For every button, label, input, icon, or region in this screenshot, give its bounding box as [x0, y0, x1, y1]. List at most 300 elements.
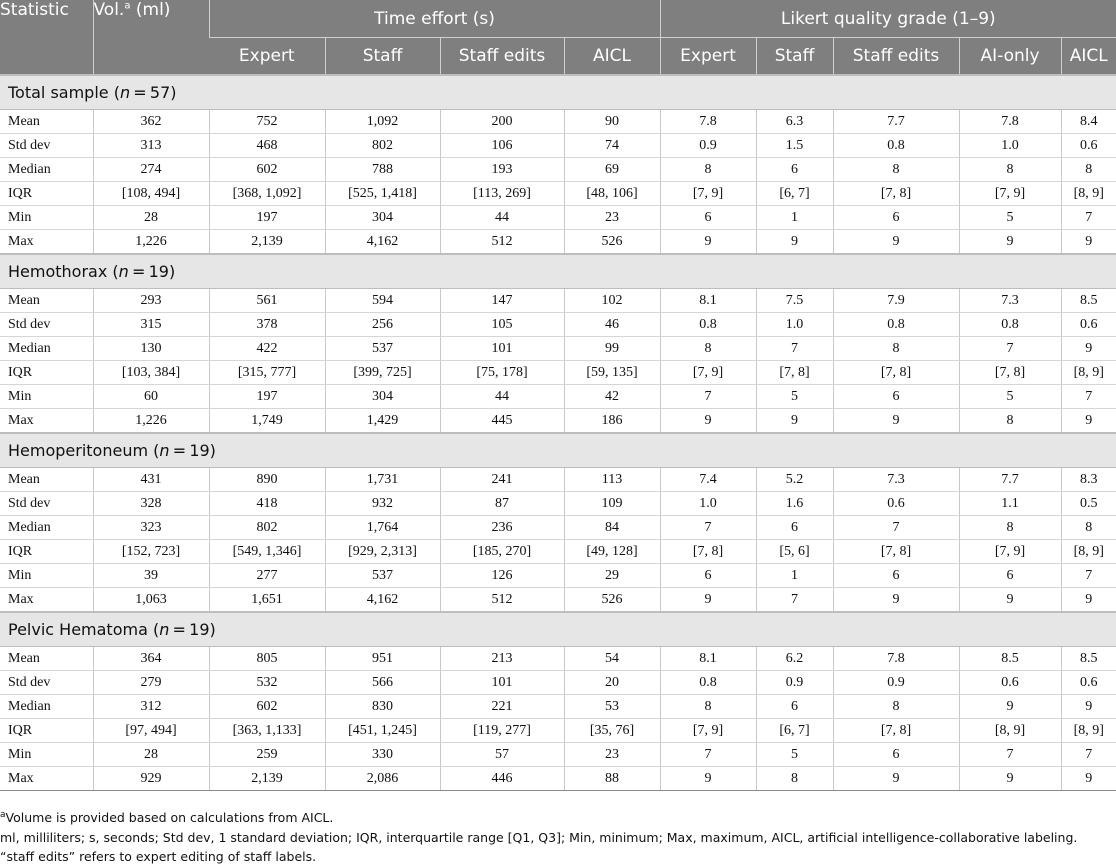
cell-time-staff: 788: [325, 158, 440, 182]
cell-likert-aicl: 0.6: [1061, 134, 1116, 158]
cell-likert-staff-edits: 8: [833, 695, 959, 719]
cell-likert-expert: 9: [660, 767, 756, 791]
cell-time-aicl: 20: [564, 671, 660, 695]
table-row: [0, 719, 1116, 743]
cell-likert-expert: 8.1: [660, 289, 756, 313]
cell-likert-staff: 6.2: [756, 647, 833, 671]
cell-time-staff-edits: [119, 277]: [440, 719, 564, 743]
col-time-staff: Staff: [325, 38, 440, 76]
row-statistic-label: Max: [0, 588, 93, 613]
section-label: Pelvic Hematoma (: [8, 620, 160, 639]
cell-time-staff: 537: [325, 337, 440, 361]
group-likert-grade: Likert quality grade (1–9): [660, 0, 1116, 38]
cell-volume: 1,226: [93, 230, 209, 255]
cell-volume: 362: [93, 110, 209, 134]
table-row: [0, 743, 1116, 767]
cell-likert-ai-only: 7.8: [959, 110, 1061, 134]
footnote-a-text: Volume is provided based on calculations from AICL.: [5, 810, 334, 825]
cell-likert-staff: 0.9: [756, 671, 833, 695]
cell-likert-staff: 1: [756, 564, 833, 588]
cell-likert-expert: 7: [660, 385, 756, 409]
section-label: Hemothorax (: [8, 262, 119, 281]
col-likert-expert: Expert: [660, 38, 756, 76]
cell-time-staff-edits: 221: [440, 695, 564, 719]
cell-time-expert: 378: [209, 313, 325, 337]
cell-likert-staff-edits: 7.7: [833, 110, 959, 134]
cell-likert-ai-only: 6: [959, 564, 1061, 588]
cell-likert-staff-edits: 6: [833, 564, 959, 588]
cell-volume: 313: [93, 134, 209, 158]
row-statistic-label: Mean: [0, 110, 93, 134]
cell-time-expert: 532: [209, 671, 325, 695]
section-n-symbol: n: [118, 262, 129, 281]
table-row: [0, 385, 1116, 409]
cell-time-staff-edits: 236: [440, 516, 564, 540]
table-row: [0, 206, 1116, 230]
row-statistic-label: Max: [0, 409, 93, 434]
cell-time-aicl: [59, 135]: [564, 361, 660, 385]
cell-likert-ai-only: [7, 9]: [959, 182, 1061, 206]
cell-time-staff: 802: [325, 134, 440, 158]
cell-time-staff-edits: 87: [440, 492, 564, 516]
col-likert-staff: Staff: [756, 38, 833, 76]
cell-likert-ai-only: 9: [959, 767, 1061, 791]
cell-likert-aicl: 9: [1061, 337, 1116, 361]
row-statistic-label: IQR: [0, 719, 93, 743]
cell-volume: [97, 494]: [93, 719, 209, 743]
cell-likert-expert: 0.8: [660, 313, 756, 337]
cell-volume: [152, 723]: [93, 540, 209, 564]
table-row: [0, 134, 1116, 158]
cell-likert-ai-only: 8: [959, 409, 1061, 434]
table-row: [0, 588, 1116, 613]
cell-time-staff-edits: 200: [440, 110, 564, 134]
table-row: [0, 540, 1116, 564]
cell-time-expert: 561: [209, 289, 325, 313]
cell-likert-staff-edits: [7, 8]: [833, 182, 959, 206]
cell-likert-ai-only: [7, 8]: [959, 361, 1061, 385]
cell-likert-aicl: 8.3: [1061, 468, 1116, 492]
cell-likert-staff-edits: 9: [833, 230, 959, 255]
cell-time-expert: 259: [209, 743, 325, 767]
cell-likert-aicl: 0.5: [1061, 492, 1116, 516]
cell-volume: 328: [93, 492, 209, 516]
cell-likert-staff-edits: 9: [833, 409, 959, 434]
cell-likert-staff: 1.0: [756, 313, 833, 337]
cell-likert-staff-edits: 7.8: [833, 647, 959, 671]
cell-time-staff-edits: 213: [440, 647, 564, 671]
cell-time-expert: 602: [209, 695, 325, 719]
table-row: [0, 110, 1116, 134]
cell-likert-ai-only: 9: [959, 695, 1061, 719]
cell-likert-staff-edits: 7: [833, 516, 959, 540]
cell-time-staff-edits: 44: [440, 385, 564, 409]
cell-likert-ai-only: 1.0: [959, 134, 1061, 158]
cell-time-expert: 805: [209, 647, 325, 671]
cell-time-staff-edits: 193: [440, 158, 564, 182]
cell-likert-staff-edits: 0.9: [833, 671, 959, 695]
cell-time-staff: [929, 2,313]: [325, 540, 440, 564]
table-row: [0, 182, 1116, 206]
col-likert-staff-edits: Staff edits: [833, 38, 959, 76]
cell-time-aicl: 99: [564, 337, 660, 361]
header-row-groups: [0, 0, 1116, 38]
cell-likert-ai-only: 1.1: [959, 492, 1061, 516]
cell-time-aicl: 74: [564, 134, 660, 158]
cell-volume: 431: [93, 468, 209, 492]
cell-time-expert: 2,139: [209, 230, 325, 255]
cell-time-expert: 197: [209, 206, 325, 230]
cell-likert-aicl: 8.5: [1061, 289, 1116, 313]
cell-likert-expert: [7, 9]: [660, 182, 756, 206]
table-row: [0, 289, 1116, 313]
cell-likert-aicl: 8.5: [1061, 647, 1116, 671]
cell-likert-expert: [7, 8]: [660, 540, 756, 564]
row-statistic-label: Min: [0, 385, 93, 409]
cell-time-staff-edits: 446: [440, 767, 564, 791]
cell-volume: 130: [93, 337, 209, 361]
cell-time-aicl: 186: [564, 409, 660, 434]
cell-likert-staff: 6: [756, 158, 833, 182]
section-n-count: = 57): [130, 83, 177, 102]
row-statistic-label: IQR: [0, 182, 93, 206]
col-likert-ai-only: AI-only: [959, 38, 1061, 76]
cell-likert-staff: [6, 7]: [756, 719, 833, 743]
section-header-row: [0, 254, 1116, 289]
row-statistic-label: Max: [0, 767, 93, 791]
cell-time-staff-edits: 44: [440, 206, 564, 230]
cell-time-staff: 256: [325, 313, 440, 337]
cell-time-staff: [451, 1,245]: [325, 719, 440, 743]
row-statistic-label: Median: [0, 695, 93, 719]
cell-likert-aicl: 7: [1061, 564, 1116, 588]
cell-time-staff: 951: [325, 647, 440, 671]
cell-time-aicl: 526: [564, 230, 660, 255]
section-title: [0, 75, 1116, 110]
cell-likert-aicl: [8, 9]: [1061, 540, 1116, 564]
cell-time-aicl: 69: [564, 158, 660, 182]
cell-likert-aicl: 9: [1061, 230, 1116, 255]
cell-time-staff: 304: [325, 385, 440, 409]
cell-time-staff: 537: [325, 564, 440, 588]
cell-likert-aicl: 8: [1061, 158, 1116, 182]
cell-time-aicl: 23: [564, 206, 660, 230]
col-volume-unit: (ml): [130, 0, 171, 20]
cell-time-staff: 4,162: [325, 230, 440, 255]
cell-likert-ai-only: 5: [959, 206, 1061, 230]
cell-time-staff: 1,092: [325, 110, 440, 134]
cell-time-expert: 468: [209, 134, 325, 158]
cell-time-staff: 830: [325, 695, 440, 719]
cell-time-aicl: 29: [564, 564, 660, 588]
cell-likert-aicl: 7: [1061, 743, 1116, 767]
table-row: [0, 337, 1116, 361]
section-label: Total sample (: [8, 83, 120, 102]
group-time-effort: Time effort (s): [209, 0, 660, 38]
cell-likert-staff: 7.5: [756, 289, 833, 313]
cell-likert-ai-only: 8: [959, 158, 1061, 182]
cell-likert-staff-edits: 9: [833, 588, 959, 613]
cell-likert-ai-only: 0.8: [959, 313, 1061, 337]
section-n-symbol: n: [159, 620, 170, 639]
cell-likert-staff: 9: [756, 409, 833, 434]
cell-volume: 312: [93, 695, 209, 719]
cell-likert-expert: 7.4: [660, 468, 756, 492]
row-statistic-label: Mean: [0, 647, 93, 671]
cell-likert-expert: [7, 9]: [660, 719, 756, 743]
cell-time-expert: 418: [209, 492, 325, 516]
cell-volume: 364: [93, 647, 209, 671]
table-row: [0, 647, 1116, 671]
cell-likert-ai-only: 8: [959, 516, 1061, 540]
cell-likert-staff: 1: [756, 206, 833, 230]
section-label: Hemoperitoneum (: [8, 441, 160, 460]
cell-volume: 39: [93, 564, 209, 588]
table-row: [0, 767, 1116, 791]
row-statistic-label: Std dev: [0, 313, 93, 337]
table-row: [0, 158, 1116, 182]
table-header: [0, 0, 1116, 75]
cell-likert-staff-edits: 8: [833, 158, 959, 182]
section-n-count: = 19): [169, 620, 216, 639]
cell-time-expert: 422: [209, 337, 325, 361]
cell-likert-aicl: 9: [1061, 588, 1116, 613]
cell-likert-ai-only: 7: [959, 743, 1061, 767]
col-volume: [93, 0, 209, 75]
cell-volume: 929: [93, 767, 209, 791]
footnote-a: [0, 810, 1116, 825]
cell-time-expert: [315, 777]: [209, 361, 325, 385]
cell-likert-ai-only: 8.5: [959, 647, 1061, 671]
cell-volume: 1,063: [93, 588, 209, 613]
footnote-staff-edits: “staff edits” refers to expert editing of staff labels.: [0, 849, 317, 864]
cell-time-aicl: 526: [564, 588, 660, 613]
cell-likert-expert: 8: [660, 337, 756, 361]
cell-likert-aicl: 9: [1061, 409, 1116, 434]
cell-likert-staff: 5: [756, 385, 833, 409]
cell-time-staff: 932: [325, 492, 440, 516]
cell-time-expert: 2,139: [209, 767, 325, 791]
cell-time-expert: 752: [209, 110, 325, 134]
cell-time-expert: [549, 1,346]: [209, 540, 325, 564]
cell-time-expert: 1,749: [209, 409, 325, 434]
cell-likert-staff-edits: 0.6: [833, 492, 959, 516]
table-row: [0, 695, 1116, 719]
cell-likert-expert: 7: [660, 516, 756, 540]
cell-likert-ai-only: 0.6: [959, 671, 1061, 695]
cell-likert-aicl: 0.6: [1061, 313, 1116, 337]
cell-likert-staff: 6: [756, 695, 833, 719]
table-row: [0, 313, 1116, 337]
cell-time-aicl: 113: [564, 468, 660, 492]
cell-likert-expert: 9: [660, 588, 756, 613]
cell-time-staff: 1,764: [325, 516, 440, 540]
section-header-row: [0, 75, 1116, 110]
row-statistic-label: Median: [0, 337, 93, 361]
table-row: [0, 361, 1116, 385]
cell-time-staff-edits: 106: [440, 134, 564, 158]
cell-likert-expert: 0.8: [660, 671, 756, 695]
cell-volume: [103, 384]: [93, 361, 209, 385]
section-header-row: [0, 433, 1116, 468]
cell-likert-aicl: 7: [1061, 385, 1116, 409]
footnote-a-mark: a: [0, 810, 6, 820]
section-header-row: [0, 612, 1116, 647]
cell-time-staff-edits: [113, 269]: [440, 182, 564, 206]
row-statistic-label: Median: [0, 516, 93, 540]
col-time-aicl: AICL: [564, 38, 660, 76]
cell-time-staff-edits: 101: [440, 337, 564, 361]
cell-likert-staff-edits: 0.8: [833, 313, 959, 337]
cell-time-staff-edits: 105: [440, 313, 564, 337]
row-statistic-label: Max: [0, 230, 93, 255]
cell-time-staff: 304: [325, 206, 440, 230]
table-row: [0, 230, 1116, 255]
col-statistic: Statistic: [0, 0, 93, 75]
cell-likert-ai-only: [7, 9]: [959, 540, 1061, 564]
cell-volume: 28: [93, 743, 209, 767]
cell-likert-staff: 5: [756, 743, 833, 767]
table-row: [0, 492, 1116, 516]
row-statistic-label: Mean: [0, 468, 93, 492]
cell-time-aicl: [49, 128]: [564, 540, 660, 564]
cell-likert-aicl: [8, 9]: [1061, 361, 1116, 385]
cell-likert-expert: [7, 9]: [660, 361, 756, 385]
cell-likert-expert: 9: [660, 409, 756, 434]
cell-likert-expert: 9: [660, 230, 756, 255]
cell-time-staff-edits: 126: [440, 564, 564, 588]
cell-likert-aicl: 9: [1061, 695, 1116, 719]
cell-likert-staff-edits: 6: [833, 743, 959, 767]
cell-volume: 293: [93, 289, 209, 313]
cell-likert-staff: [6, 7]: [756, 182, 833, 206]
cell-time-staff: 4,162: [325, 588, 440, 613]
cell-likert-ai-only: 7: [959, 337, 1061, 361]
cell-time-expert: [363, 1,133]: [209, 719, 325, 743]
section-n-symbol: n: [119, 83, 131, 102]
cell-likert-expert: 6: [660, 564, 756, 588]
cell-volume: 279: [93, 671, 209, 695]
cell-volume: [108, 494]: [93, 182, 209, 206]
cell-likert-ai-only: [8, 9]: [959, 719, 1061, 743]
row-statistic-label: IQR: [0, 540, 93, 564]
cell-time-expert: [368, 1,092]: [209, 182, 325, 206]
cell-time-staff-edits: 57: [440, 743, 564, 767]
table-body: [0, 75, 1116, 791]
cell-time-expert: 197: [209, 385, 325, 409]
cell-volume: 28: [93, 206, 209, 230]
cell-likert-staff: [5, 6]: [756, 540, 833, 564]
cell-time-staff: [399, 725]: [325, 361, 440, 385]
table-row: [0, 671, 1116, 695]
cell-likert-aicl: 0.6: [1061, 671, 1116, 695]
cell-time-staff: 594: [325, 289, 440, 313]
cell-likert-expert: 1.0: [660, 492, 756, 516]
cell-likert-aicl: 9: [1061, 767, 1116, 791]
cell-likert-aicl: [8, 9]: [1061, 719, 1116, 743]
cell-time-staff-edits: 445: [440, 409, 564, 434]
cell-time-expert: 802: [209, 516, 325, 540]
cell-likert-expert: 7: [660, 743, 756, 767]
cell-likert-staff: [7, 8]: [756, 361, 833, 385]
cell-time-staff-edits: [75, 178]: [440, 361, 564, 385]
row-statistic-label: Std dev: [0, 492, 93, 516]
cell-volume: 1,226: [93, 409, 209, 434]
cell-likert-expert: 8: [660, 695, 756, 719]
cell-time-expert: 602: [209, 158, 325, 182]
cell-likert-staff: 5.2: [756, 468, 833, 492]
cell-time-aicl: 90: [564, 110, 660, 134]
cell-time-expert: 890: [209, 468, 325, 492]
table-row: [0, 516, 1116, 540]
cell-time-aicl: [48, 106]: [564, 182, 660, 206]
table-row: [0, 468, 1116, 492]
cell-likert-staff-edits: 7.3: [833, 468, 959, 492]
cell-time-aicl: 54: [564, 647, 660, 671]
cell-time-staff: 330: [325, 743, 440, 767]
cell-likert-staff: 7: [756, 337, 833, 361]
cell-time-staff-edits: 147: [440, 289, 564, 313]
cell-time-staff-edits: 512: [440, 230, 564, 255]
cell-likert-staff-edits: 8: [833, 337, 959, 361]
section-title: [0, 433, 1116, 468]
cell-likert-expert: 8.1: [660, 647, 756, 671]
cell-likert-staff-edits: 9: [833, 767, 959, 791]
row-statistic-label: Min: [0, 743, 93, 767]
cell-volume: 323: [93, 516, 209, 540]
row-statistic-label: Min: [0, 206, 93, 230]
cell-likert-staff: 6: [756, 516, 833, 540]
section-n-count: = 19): [169, 441, 216, 460]
row-statistic-label: IQR: [0, 361, 93, 385]
cell-time-staff-edits: 241: [440, 468, 564, 492]
cell-likert-aicl: 8: [1061, 516, 1116, 540]
cell-time-staff-edits: [185, 270]: [440, 540, 564, 564]
cell-likert-staff: 1.5: [756, 134, 833, 158]
row-statistic-label: Min: [0, 564, 93, 588]
cell-time-staff-edits: 101: [440, 671, 564, 695]
row-statistic-label: Std dev: [0, 671, 93, 695]
cell-time-aicl: 88: [564, 767, 660, 791]
cell-likert-ai-only: 9: [959, 588, 1061, 613]
cell-likert-staff-edits: 0.8: [833, 134, 959, 158]
cell-time-aicl: 23: [564, 743, 660, 767]
cell-time-expert: 277: [209, 564, 325, 588]
cell-time-staff: 1,731: [325, 468, 440, 492]
footnote-abbreviations: ml, milliliters; s, seconds; Std dev, 1 standard deviation; IQR, interquartile range [Q1, Q3]; Min, minimum; Max, maximum, AICL, artificial intelligence-collaborative labeling.: [0, 830, 1078, 845]
footnote-marker-a: a: [124, 0, 131, 12]
cell-time-aicl: [35, 76]: [564, 719, 660, 743]
cell-volume: 315: [93, 313, 209, 337]
cell-likert-expert: 7.8: [660, 110, 756, 134]
col-volume-prefix: Vol.: [93, 0, 125, 20]
cell-likert-staff: 8: [756, 767, 833, 791]
cell-likert-staff-edits: 6: [833, 206, 959, 230]
cell-time-aicl: 109: [564, 492, 660, 516]
cell-likert-staff-edits: 6: [833, 385, 959, 409]
cell-likert-staff-edits: [7, 8]: [833, 540, 959, 564]
cell-time-staff-edits: 512: [440, 588, 564, 613]
section-n-count: = 19): [128, 262, 176, 281]
cell-likert-expert: 0.9: [660, 134, 756, 158]
table-row: [0, 564, 1116, 588]
cell-time-aicl: 46: [564, 313, 660, 337]
table-row: [0, 409, 1116, 434]
cell-time-staff: 2,086: [325, 767, 440, 791]
cell-likert-aicl: 8.4: [1061, 110, 1116, 134]
cell-likert-expert: 8: [660, 158, 756, 182]
cell-likert-ai-only: 7.3: [959, 289, 1061, 313]
